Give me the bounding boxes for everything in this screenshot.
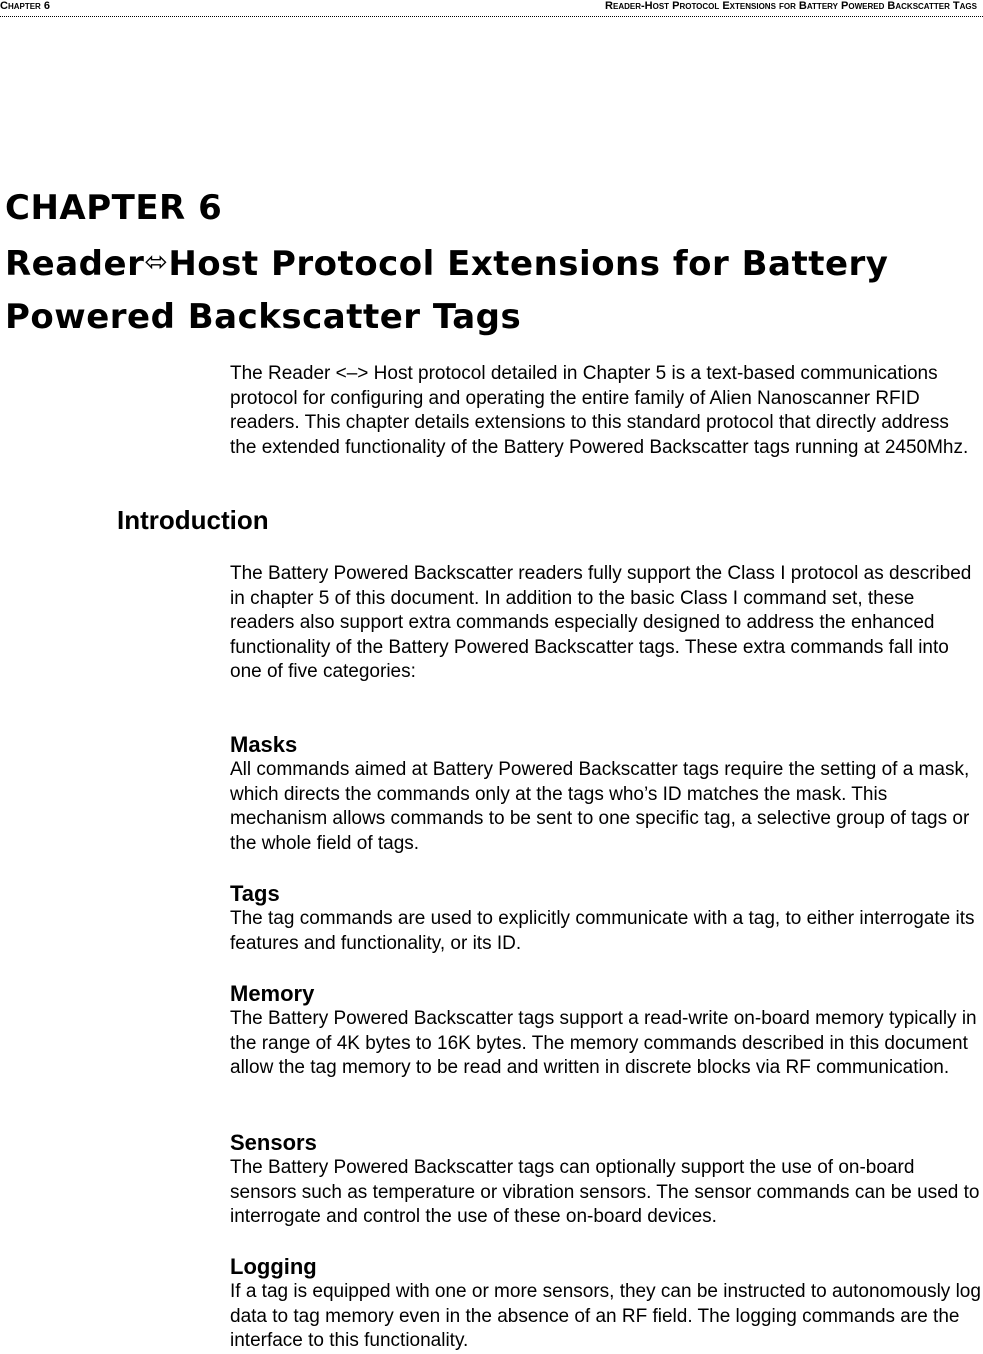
- category-text: All commands aimed at Battery Powered Backscatter tags require the setting of a mask, which directs the commands only at the tags who’s ID matches the mask. This mechanism allows commands to be sent to one specific tag, a selective group of tags or the whole field of tags.: [230, 759, 970, 854]
- chapter-title-block: [5, 182, 975, 344]
- introduction-paragraph: The Battery Powered Backscatter readers fully support the Class I protocol as described in chapter 5 of this document. In addition to the basic Class I command set, these readers also support extra commands especially designed to address the enhanced functionality of the Battery Powered Backscatter tags. These extra commands fall into one of five categories:: [230, 563, 972, 682]
- header-chapter-title: Reader-Host Protocol Extensions for Battery Powered Backscatter Tags: [605, 0, 977, 12]
- category-text: The tag commands are used to explicitly communicate with a tag, to either interrogate its features and functionality, or its ID.: [230, 908, 975, 954]
- category-title: Memory: [230, 981, 315, 1006]
- chapter-intro-paragraph: The Reader <–> Host protocol detailed in Chapter 5 is a text-based communications protocol for configuring and operating the entire family of Alien Nanoscanner RFID readers. This chapter details extensions to this standard protocol that directly address the extended functionality of the Battery Powered Backscatter tags running at 2450Mhz.: [230, 363, 969, 458]
- chapter-title-reader: Reader: [5, 244, 145, 284]
- category-text: If a tag is equipped with one or more sensors, they can be instructed to autonomously log data to tag memory even in the absence of an RF field. The logging commands are the interface to this functionality.: [230, 1281, 981, 1351]
- category-text: The Battery Powered Backscatter tags can optionally support the use of on-board sensors such as temperature or vibration sensors. The sensor commands can be used to interrogate and control the use of these on-board devices.: [230, 1157, 980, 1227]
- category-title: Tags: [230, 881, 280, 906]
- chapter-title-line-1: [5, 235, 975, 291]
- category-memory: [230, 981, 982, 1081]
- bidirectional-arrow-icon: ⬄: [144, 245, 169, 278]
- category-text: The Battery Powered Backscatter tags support a read-write on-board memory typically in the range of 4K bytes to 16K bytes. The memory commands described in this document allow the tag memory to be read and written in discrete blocks via RF communication.: [230, 1008, 977, 1078]
- chapter-number: CHAPTER 6: [5, 188, 223, 228]
- section-heading-introduction: Introduction: [117, 505, 269, 535]
- category-masks: [230, 732, 982, 856]
- chapter-title-host: Host Protocol Extensions for Battery: [168, 244, 889, 284]
- running-header: [0, 0, 983, 17]
- category-title: Sensors: [230, 1130, 317, 1155]
- category-tags: [230, 881, 982, 956]
- chapter-title-line-2: Powered Backscatter Tags: [5, 297, 522, 337]
- category-logging: [230, 1254, 982, 1354]
- category-title: Masks: [230, 732, 298, 757]
- category-sensors: [230, 1130, 982, 1230]
- header-chapter-label: Chapter 6: [0, 0, 51, 12]
- category-title: Logging: [230, 1254, 317, 1279]
